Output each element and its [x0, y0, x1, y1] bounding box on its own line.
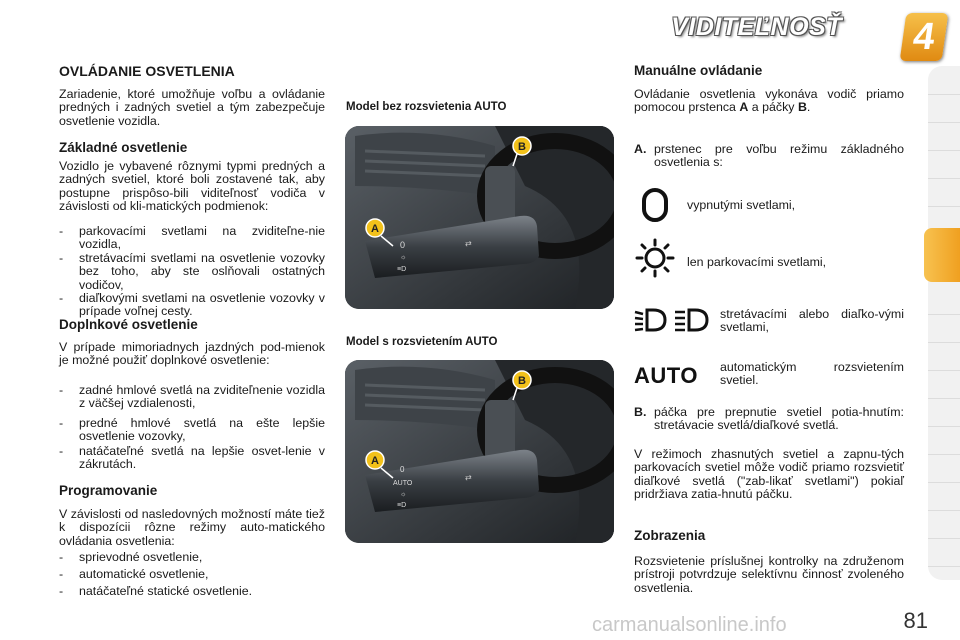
chapter-tab[interactable]	[928, 398, 960, 427]
flash-note: V režimoch zhasnutých svetiel a zapnu-tých parkovacích svetiel môže vodič priamo rozsvietiť diaľkové svetlá ("zab-likať svetlami") pokiaľ pridržiava zatia-hnutú páčku.	[634, 447, 904, 502]
list-item: - sprievodné osvetlenie,	[59, 550, 203, 564]
chapter-tab[interactable]	[928, 370, 960, 399]
chapter-tab-active[interactable]	[924, 228, 960, 282]
ring-a-description: A. prstenec pre voľbu režimu základného osvetlenia s:	[634, 142, 904, 170]
chapter-tab[interactable]	[928, 314, 960, 343]
svg-text:☼: ☼	[400, 491, 407, 498]
mode-parking-text: len parkovacími svetlami,	[687, 255, 827, 269]
chapter-tab[interactable]	[928, 538, 960, 567]
chapter-tab[interactable]	[928, 94, 960, 123]
displays-heading: Zobrazenia	[634, 528, 706, 543]
chapter-number: 4	[900, 13, 949, 61]
manual-control-heading: Manuálne ovládanie	[634, 63, 763, 78]
chapter-tab[interactable]	[928, 482, 960, 511]
chapter-tab[interactable]	[928, 510, 960, 539]
chapter-tab[interactable]	[928, 122, 960, 151]
list-item: - automatické osvetlenie,	[59, 567, 209, 581]
chapter-tab[interactable]	[928, 178, 960, 207]
svg-text:0: 0	[400, 240, 406, 250]
svg-text:⇄: ⇄	[465, 239, 472, 248]
basic-lighting-heading: Základné osvetlenie	[59, 140, 188, 155]
label-a: A	[371, 223, 379, 235]
list-item: - parkovacími svetlami na zviditeľne-nie vozidla,	[59, 224, 325, 252]
list-item: - predné hmlové svetlá na ešte lepšie osvetlenie vozovky,	[59, 416, 325, 444]
chapter-tab[interactable]	[928, 342, 960, 371]
svg-text:0: 0	[400, 465, 405, 474]
list-item: - natáčateľné svetlá na lepšie osvet-lenie v zákrutách.	[59, 444, 325, 472]
label-a: A	[371, 455, 379, 467]
caption-without-auto: Model bez rozsvietenia AUTO	[346, 101, 507, 113]
chapter-tabs	[928, 66, 960, 580]
additional-lighting-text: V prípade mimoriadnych jazdných pod-mienok je možné použiť doplnkové osvetlenie:	[59, 340, 325, 368]
chapter-title: VIDITEĽNOSŤ	[671, 13, 842, 41]
photo-stalk-without-auto	[345, 126, 614, 309]
list-item: - stretávacími svetlami na osvetlenie vozovky bez toho, aby ste oslňovali ostatných vodičov,	[59, 251, 325, 292]
photo-stalk-with-auto	[345, 360, 614, 543]
svg-text:⇄: ⇄	[465, 473, 472, 482]
chapter-tab[interactable]	[928, 454, 960, 483]
watermark: carmanualsonline.info	[592, 614, 787, 636]
label-b: B	[518, 141, 526, 153]
label-b: B	[518, 375, 526, 387]
section-title: OVLÁDANIE OSVETLENIA	[59, 63, 235, 79]
page-number: 81	[903, 608, 928, 633]
manual-control-intro: Ovládanie osvetlenia vykonáva vodič priamo pomocou prstenca A a páčky B.	[634, 87, 904, 115]
svg-text:☼: ☼	[400, 254, 407, 261]
chapter-tab[interactable]	[928, 426, 960, 455]
mode-off-text: vypnutými svetlami,	[687, 198, 796, 212]
list-item: - diaľkovými svetlami na osvetlenie vozovky v prípade voľnej cesty.	[59, 291, 325, 319]
displays-text: Rozsvietenie príslušnej kontrolky na združenom prístroji potvrdzuje selektívnu činnosť zvoleného osvetlenia.	[634, 554, 904, 595]
basic-lighting-text: Vozidlo je vybavené rôznymi typmi predných a zadných svetiel, ktoré boli zostavené tak, aby postupne prispôso-bili viditeľnosť vodiča v závislosti od kli-matických podmienok:	[59, 159, 325, 214]
intro-text: Zariadenie, ktoré umožňuje voľbu a ovládanie predných i zadných svetiel a tým zabezpečuje osvetlenie vozidla.	[59, 87, 325, 128]
chapter-tab[interactable]	[928, 150, 960, 179]
chapter-tab[interactable]	[928, 66, 960, 95]
headlight-icon	[633, 307, 713, 338]
off-icon	[640, 188, 670, 227]
list-item: - natáčateľné statické osvetlenie.	[59, 584, 253, 598]
chapter-tab[interactable]	[928, 286, 960, 315]
svg-text:≡D: ≡D	[397, 266, 407, 273]
auto-icon: AUTO	[634, 363, 698, 388]
additional-lighting-heading: Doplnkové osvetlenie	[59, 317, 198, 332]
mode-headlight-text: stretávacími alebo diaľko-vými svetlami,	[720, 307, 904, 335]
programming-text: V závislosti od nasledovných možností máte tiež k dispozícii rôzne režimy auto-matického ovládania osvetlenia:	[59, 507, 325, 548]
programming-heading: Programovanie	[59, 483, 158, 498]
stalk-auto-label: AUTO	[393, 480, 413, 487]
caption-with-auto: Model s rozsvietením AUTO	[346, 336, 498, 348]
list-item: - zadné hmlové svetlá na zviditeľnenie vozidla z väčšej vzdialenosti,	[59, 383, 325, 411]
mode-auto-text: automatickým rozsvietením svetiel.	[720, 360, 904, 388]
stalk-b-description: B. páčka pre prepnutie svetiel potia-hnutím: stretávacie svetlá/diaľkové svetlá.	[634, 405, 904, 433]
parking-light-icon	[634, 238, 676, 283]
svg-text:≡D: ≡D	[397, 502, 407, 509]
